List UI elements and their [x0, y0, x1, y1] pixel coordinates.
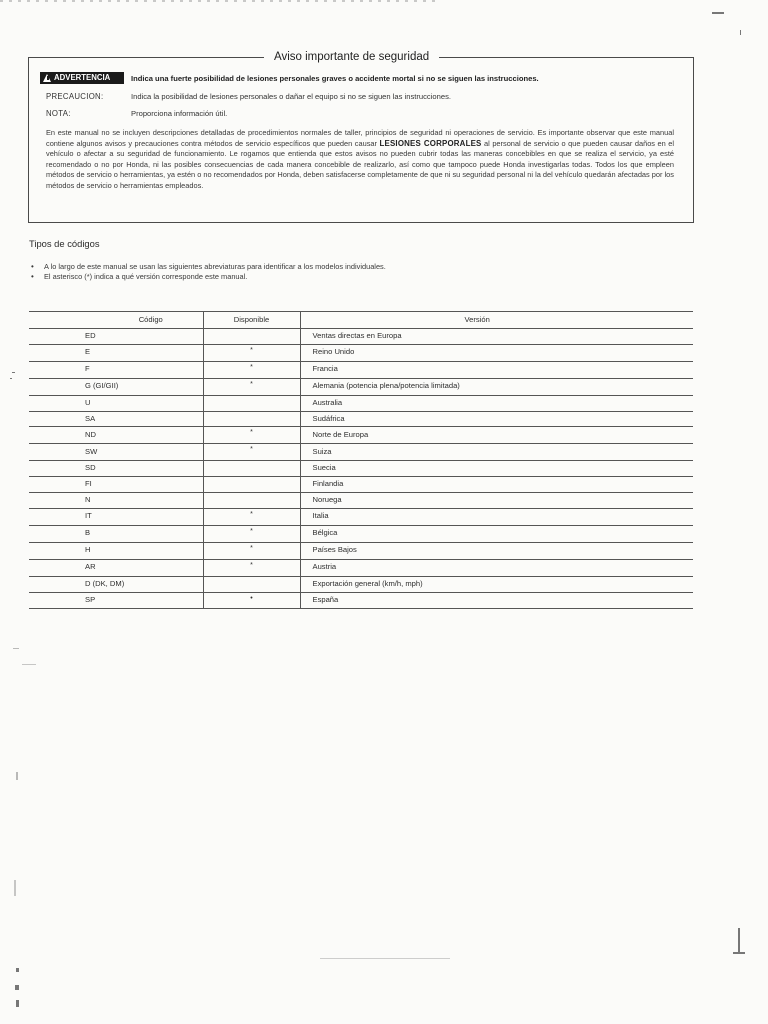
- warning-badge-label: ADVERTENCIA: [54, 73, 111, 82]
- cell-code: U: [29, 395, 203, 411]
- table-row: [29, 444, 693, 461]
- warning-badge: [40, 72, 124, 84]
- availability-mark: *: [250, 527, 253, 535]
- cell-version: Francia: [300, 361, 693, 378]
- scan-artifact-left: [14, 880, 16, 896]
- safety-paragraph: [46, 128, 674, 191]
- cell-code: ED: [29, 329, 203, 345]
- availability-mark: *: [250, 561, 253, 569]
- scan-artifact-right: [733, 952, 745, 954]
- availability-mark: *: [250, 380, 253, 388]
- cell-version: Exportación general (km/h, mph): [300, 576, 693, 592]
- availability-mark: •: [250, 594, 253, 602]
- table-row: [29, 344, 693, 361]
- scan-artifact-top: [0, 0, 440, 2]
- cell-available: [203, 525, 300, 542]
- table-row: [29, 378, 693, 395]
- cell-code: H: [29, 542, 203, 559]
- cell-code: D (DK, DM): [29, 576, 203, 592]
- definition-text: Indica la posibilidad de lesiones personales o dañar el equipo si no se siguen las instrucciones.: [131, 92, 451, 101]
- section-heading: Tipos de códigos: [29, 238, 100, 249]
- table-row: [29, 576, 693, 592]
- bullet-list: [31, 262, 386, 282]
- paragraph-emphasis: LESIONES CORPORALES: [379, 138, 482, 148]
- table-row: [29, 559, 693, 576]
- table-row: [29, 427, 693, 444]
- column-header-code: Código: [29, 312, 203, 329]
- table-row: [29, 525, 693, 542]
- table-header-row: [29, 312, 693, 329]
- safety-title: Aviso importante de seguridad: [264, 49, 439, 65]
- codes-table: [29, 311, 693, 609]
- cell-code: G (GI/GII): [29, 378, 203, 395]
- cell-version: Noruega: [300, 493, 693, 509]
- table-row: [29, 508, 693, 525]
- cell-available: [203, 427, 300, 444]
- cell-code: SP: [29, 592, 203, 609]
- cell-version: Reino Unido: [300, 344, 693, 361]
- scan-artifact-left: [16, 1000, 19, 1007]
- cell-version: Países Bajos: [300, 542, 693, 559]
- cell-available: [203, 444, 300, 461]
- availability-mark: *: [250, 429, 253, 437]
- paragraph-text: al personal de servicio o que pueden causar daños en el vehículo o afectar a su seguridad de funcionamiento. Le rogamos que entienda que estos avisos no pueden cubrir todas las maneras concebibles en que se realiza el servicio, ya esté recomendado o no por Honda, ni las posibles consecuencias de cada manera concebible de realizarlo, así como que tampoco puede Honda investigarlas todas. Todos los que empleen métodos de servicio o herramientas, ya estén o no recomendados por Honda, deben satisfacerse completamente de que ni su seguridad personal ni la del vehículo quedarán afectadas por los métodos de servicio o herramientas empleados.: [46, 138, 675, 190]
- paragraph-text: En este manual no se incluyen descripciones detalladas de procedimientos normales de taller, principios de seguridad ni operaciones de servicio. Es importante observar que este manual contiene algunos avisos y precauciones contra métodos de servicio específicos que pueden causar: [46, 128, 674, 148]
- table-row: [29, 411, 693, 427]
- codes-table-body: [29, 329, 693, 609]
- column-header-version: Versión: [300, 312, 693, 329]
- table-row: [29, 592, 693, 609]
- scan-artifact-left: [12, 372, 15, 373]
- scan-artifact-bottom: [320, 958, 450, 959]
- cell-code: E: [29, 344, 203, 361]
- cell-version: Bélgica: [300, 525, 693, 542]
- scan-artifact-left: [22, 664, 36, 665]
- cell-available: [203, 576, 300, 592]
- cell-version: España: [300, 592, 693, 609]
- cell-available: [203, 493, 300, 509]
- scan-artifact-corner: [712, 12, 724, 14]
- warning-exclamation-mark: [47, 76, 49, 80]
- cell-available: [203, 378, 300, 395]
- cell-version: Suiza: [300, 444, 693, 461]
- cell-version: Austria: [300, 559, 693, 576]
- cell-code: B: [29, 525, 203, 542]
- definition-term: NOTA:: [46, 109, 71, 118]
- cell-code: ND: [29, 427, 203, 444]
- table-row: [29, 329, 693, 345]
- cell-available: [203, 411, 300, 427]
- cell-available: [203, 329, 300, 345]
- scan-artifact-left: [13, 648, 19, 649]
- safety-title-row: [28, 49, 694, 67]
- column-header-available: Disponible: [203, 312, 300, 329]
- cell-version: Norte de Europa: [300, 427, 693, 444]
- scan-artifact-left: [16, 968, 19, 972]
- cell-available: [203, 395, 300, 411]
- bullet-item: • A lo largo de este manual se usan las siguientes abreviaturas para identificar a los modelos individuales.: [31, 262, 386, 272]
- cell-available: [203, 559, 300, 576]
- definition-term: PRECAUCION:: [46, 92, 104, 101]
- cell-code: SW: [29, 444, 203, 461]
- scan-artifact-right: [740, 30, 741, 35]
- availability-mark: *: [250, 346, 253, 354]
- cell-available: [203, 477, 300, 493]
- table-row: [29, 493, 693, 509]
- table-row: [29, 461, 693, 477]
- cell-version: Alemania (potencia plena/potencia limitada): [300, 378, 693, 395]
- cell-available: [203, 592, 300, 609]
- table-row: [29, 542, 693, 559]
- cell-version: Australia: [300, 395, 693, 411]
- bullet-item: • El asterisco (*) indica a qué versión corresponde este manual.: [31, 272, 386, 282]
- cell-available: [203, 361, 300, 378]
- table-row: [29, 395, 693, 411]
- cell-available: [203, 344, 300, 361]
- cell-code: AR: [29, 559, 203, 576]
- cell-version: Finlandia: [300, 477, 693, 493]
- cell-available: [203, 542, 300, 559]
- scan-artifact-left: [15, 985, 19, 990]
- definition-text: Proporciona información útil.: [131, 109, 228, 118]
- cell-available: [203, 461, 300, 477]
- cell-available: [203, 508, 300, 525]
- table-row: [29, 361, 693, 378]
- cell-code: SD: [29, 461, 203, 477]
- definition-text: Indica una fuerte posibilidad de lesiones personales graves o accidente mortal si no se siguen las instrucciones.: [131, 74, 539, 83]
- cell-version: Sudáfrica: [300, 411, 693, 427]
- availability-mark: *: [250, 363, 253, 371]
- table-row: [29, 477, 693, 493]
- availability-mark: *: [250, 544, 253, 552]
- scan-artifact-left: [10, 378, 12, 379]
- cell-code: F: [29, 361, 203, 378]
- cell-code: FI: [29, 477, 203, 493]
- cell-version: Suecia: [300, 461, 693, 477]
- cell-code: IT: [29, 508, 203, 525]
- scan-artifact-right: [738, 928, 740, 954]
- availability-mark: *: [250, 446, 253, 454]
- cell-version: Italia: [300, 508, 693, 525]
- cell-code: N: [29, 493, 203, 509]
- cell-code: SA: [29, 411, 203, 427]
- scan-artifact-left: [16, 772, 18, 780]
- availability-mark: *: [250, 510, 253, 518]
- cell-version: Ventas directas en Europa: [300, 329, 693, 345]
